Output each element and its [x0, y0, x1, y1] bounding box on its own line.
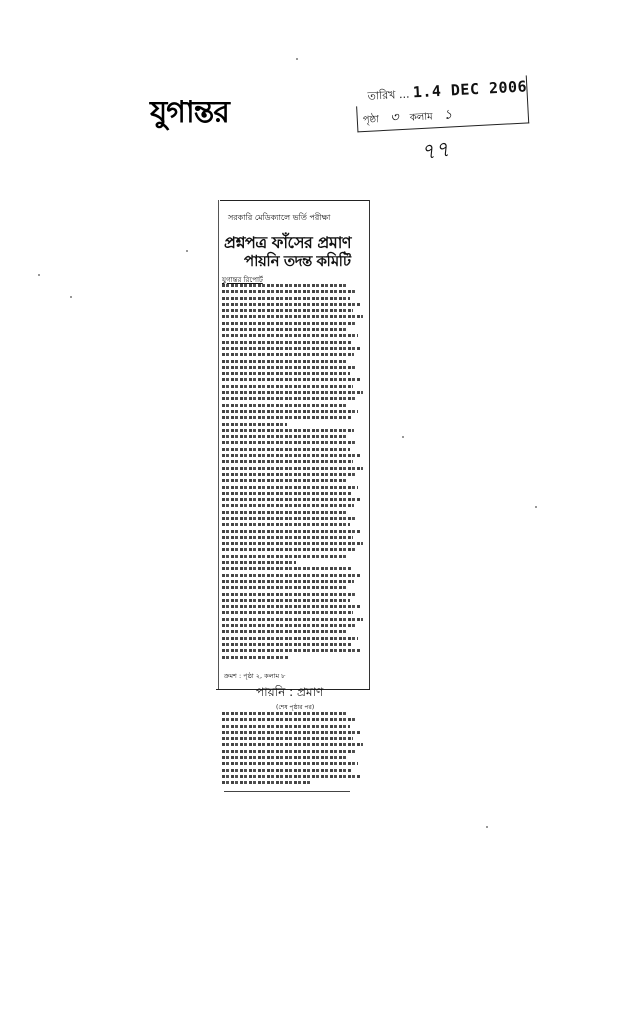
scan-speck — [296, 58, 298, 60]
text-line — [222, 454, 360, 457]
text-line — [222, 322, 355, 325]
text-line — [222, 341, 351, 344]
text-line — [222, 542, 363, 545]
text-line — [222, 416, 351, 419]
stamp-date-label: তারিখ — [367, 88, 396, 103]
article-body-text — [222, 284, 364, 662]
text-line — [222, 410, 358, 413]
text-line — [222, 775, 361, 778]
text-line — [222, 423, 287, 426]
continuation-subhead: পায়নি : প্রমাণ — [256, 685, 324, 699]
scan-speck — [402, 436, 404, 438]
text-line — [222, 530, 360, 533]
text-line — [222, 429, 354, 432]
text-line — [222, 523, 350, 526]
continuation-from-note: (শেষ পৃষ্ঠার পর) — [276, 704, 315, 711]
text-line — [222, 743, 363, 746]
stamp-column-value: ১ — [443, 107, 453, 123]
handwritten-page-number: ৭৭ — [419, 137, 452, 166]
text-line — [222, 750, 355, 753]
text-line — [222, 366, 357, 369]
stamp-page-label: পৃষ্ঠা — [362, 114, 380, 127]
newspaper-masthead: যুগান্তর — [150, 95, 229, 130]
text-line — [222, 334, 358, 337]
text-line — [222, 618, 363, 621]
text-line — [222, 473, 355, 476]
scan-speck — [186, 250, 188, 252]
text-line — [222, 574, 361, 577]
text-line — [222, 284, 347, 287]
text-line — [222, 378, 360, 381]
text-line — [222, 605, 360, 608]
text-line — [222, 303, 360, 306]
article-jump-line: ক্রমশ : পৃষ্ঠা ২, কলাম ৮ — [224, 672, 286, 680]
text-line — [222, 731, 360, 734]
text-line — [222, 649, 361, 652]
text-line — [222, 309, 353, 312]
continuation-clipping — [216, 684, 370, 792]
text-line — [222, 536, 353, 539]
text-line — [222, 372, 350, 375]
text-line — [222, 725, 350, 728]
text-line — [222, 593, 357, 596]
scan-speck — [535, 506, 537, 508]
scan-speck — [70, 296, 72, 298]
text-line — [222, 567, 351, 570]
text-line — [222, 656, 289, 659]
text-line — [222, 486, 358, 489]
scan-speck — [486, 826, 488, 828]
continuation-body-text — [222, 712, 364, 788]
text-line — [222, 555, 348, 558]
text-line — [222, 504, 354, 507]
article-headline-line2: পায়নি তদন্ত কমিটি — [244, 252, 351, 270]
text-line — [222, 624, 355, 627]
text-line — [222, 435, 347, 438]
text-line — [222, 517, 357, 520]
text-line — [222, 467, 363, 470]
text-line — [222, 611, 353, 614]
text-line — [222, 404, 348, 407]
text-line — [222, 397, 355, 400]
text-line — [222, 315, 363, 318]
text-line — [222, 290, 357, 293]
text-line — [222, 781, 311, 784]
text-line — [222, 762, 358, 765]
stamp-column-label: কলাম — [409, 111, 433, 124]
text-line — [222, 353, 354, 356]
text-line — [222, 637, 358, 640]
text-line — [222, 561, 296, 564]
text-line — [222, 479, 348, 482]
text-line — [222, 586, 347, 589]
text-line — [222, 360, 347, 363]
article-headline: প্রশ্নপত্র ফাঁসের প্রমাণ — [224, 233, 352, 252]
text-line — [222, 756, 348, 759]
news-clipping — [216, 200, 370, 690]
scan-speck — [38, 274, 40, 276]
text-line — [222, 599, 350, 602]
text-line — [222, 460, 353, 463]
text-line — [222, 630, 348, 633]
article-kicker: সরকারি মেডিক্যালে ভর্তি পরীক্ষা — [228, 213, 331, 222]
text-line — [222, 328, 348, 331]
text-line — [222, 347, 361, 350]
stamp-date-value: 1.4 DEC 2006 — [412, 77, 528, 102]
text-line — [222, 441, 357, 444]
article-byline: যুগান্তর রিপোর্ট — [222, 276, 263, 284]
text-line — [222, 718, 357, 721]
text-line — [222, 391, 363, 394]
text-line — [222, 548, 355, 551]
date-stamp: তারিখ ... 1.4 DEC 2006 পৃষ্ঠা ৩ কলাম ১ — [351, 71, 529, 132]
text-line — [222, 492, 351, 495]
text-line — [222, 712, 347, 715]
text-line — [222, 498, 361, 501]
text-line — [222, 448, 350, 451]
text-line — [222, 580, 354, 583]
stamp-page-value: ৩ — [389, 110, 400, 126]
text-line — [222, 511, 347, 514]
text-line — [222, 737, 353, 740]
text-line — [222, 297, 350, 300]
text-line — [222, 769, 351, 772]
text-line — [222, 385, 353, 388]
text-line — [222, 643, 351, 646]
